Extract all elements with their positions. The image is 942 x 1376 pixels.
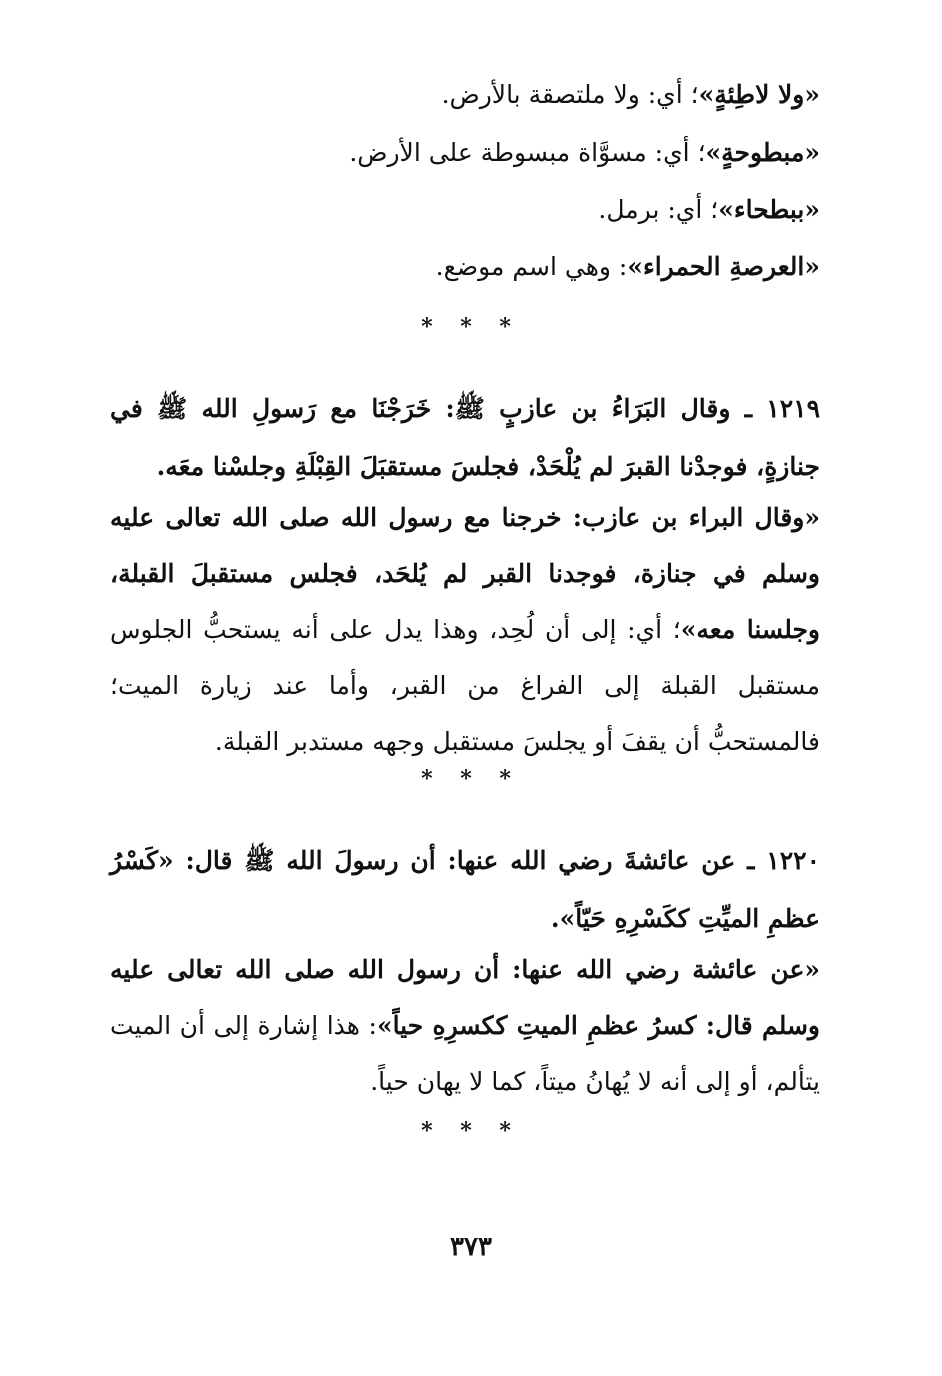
commentary-1219 xyxy=(110,490,820,770)
gloss-separator: : xyxy=(610,252,628,281)
gloss-text: أي: مسوَّاة مبسوطة على الأرض. xyxy=(349,138,690,167)
hadith-1220: ١٢٢٠ ـ عن عائشةَ رضي الله عنها: أن رسولَ الله ﷺ قال: «كَسْرُ عظمِ الميِّتِ ككَسْرِهِ حَيّاً». xyxy=(110,846,820,933)
gloss-line xyxy=(349,138,820,168)
gloss-separator: ؛ xyxy=(702,195,719,224)
gloss-line xyxy=(436,252,820,282)
commentary-1220 xyxy=(110,942,820,1110)
gloss-separator: ؛ xyxy=(689,138,706,167)
page-number: ٣٧٣ xyxy=(450,1232,492,1262)
gloss-line xyxy=(598,195,820,225)
section-separator: * * * xyxy=(421,766,521,792)
gloss-lemma: «ولا لاطِئةٍ» xyxy=(698,80,820,109)
section-separator: * * * xyxy=(421,1118,521,1144)
gloss-text: أي: ولا ملتصقة بالأرض. xyxy=(441,80,683,109)
gloss-lemma: «العرصةِ الحمراء» xyxy=(627,252,820,281)
gloss-lemma: «ببطحاء» xyxy=(718,195,820,224)
gloss-text: أي: برمل. xyxy=(598,195,703,224)
gloss-lemma: «مبطوحةٍ» xyxy=(705,138,820,167)
commentary-quote: «عن عائشة رضي الله عنها: أن رسول الله صلى الله تعالى عليه وسلم قال: كسرُ عظمِ الميتِ ككسرِهِ حياً» xyxy=(110,955,820,1040)
commentary-text: : هذا إشارة إلى أن الميت يتألم، أو إلى أنه لا يُهانُ ميتاً، كما لا يهان حياً. xyxy=(110,1011,820,1096)
gloss-separator: ؛ xyxy=(682,80,699,109)
section-separator: * * * xyxy=(421,314,521,340)
hadith-1219: ١٢١٩ ـ وقال البَرَاءُ بن عازبٍ ﷺ: خَرَجْنَا مع رَسولِ الله ﷺ في جنازةٍ، فوجدْنا القبرَ لم يُلْحَدْ، فجلسَ مستقبَلَ القِبْلَةِ وجلسْنا معَه. xyxy=(110,394,820,481)
commentary-quote: «وقال البراء بن عازب: خرجنا مع رسول الله صلى الله تعالى عليه وسلم في جنازة، فوجدنا القبر لم يُلحَد، فجلس مستقبلَ القبلة، وجلسنا معه» xyxy=(110,503,821,644)
gloss-text: وهي اسم موضع. xyxy=(435,252,611,281)
gloss-line xyxy=(442,80,820,110)
commentary-text: ؛ أي: إلى أن لُحِد، وهذا يدل على أنه يستحبُّ الجلوس مستقبل القبلة إلى الفراغ من القبر، وأما عند زيارة الميت؛ فالمستحبُّ أن يقفَ أو يجلسَ مستقبل وجهه مستدبر القبلة. xyxy=(110,615,820,756)
